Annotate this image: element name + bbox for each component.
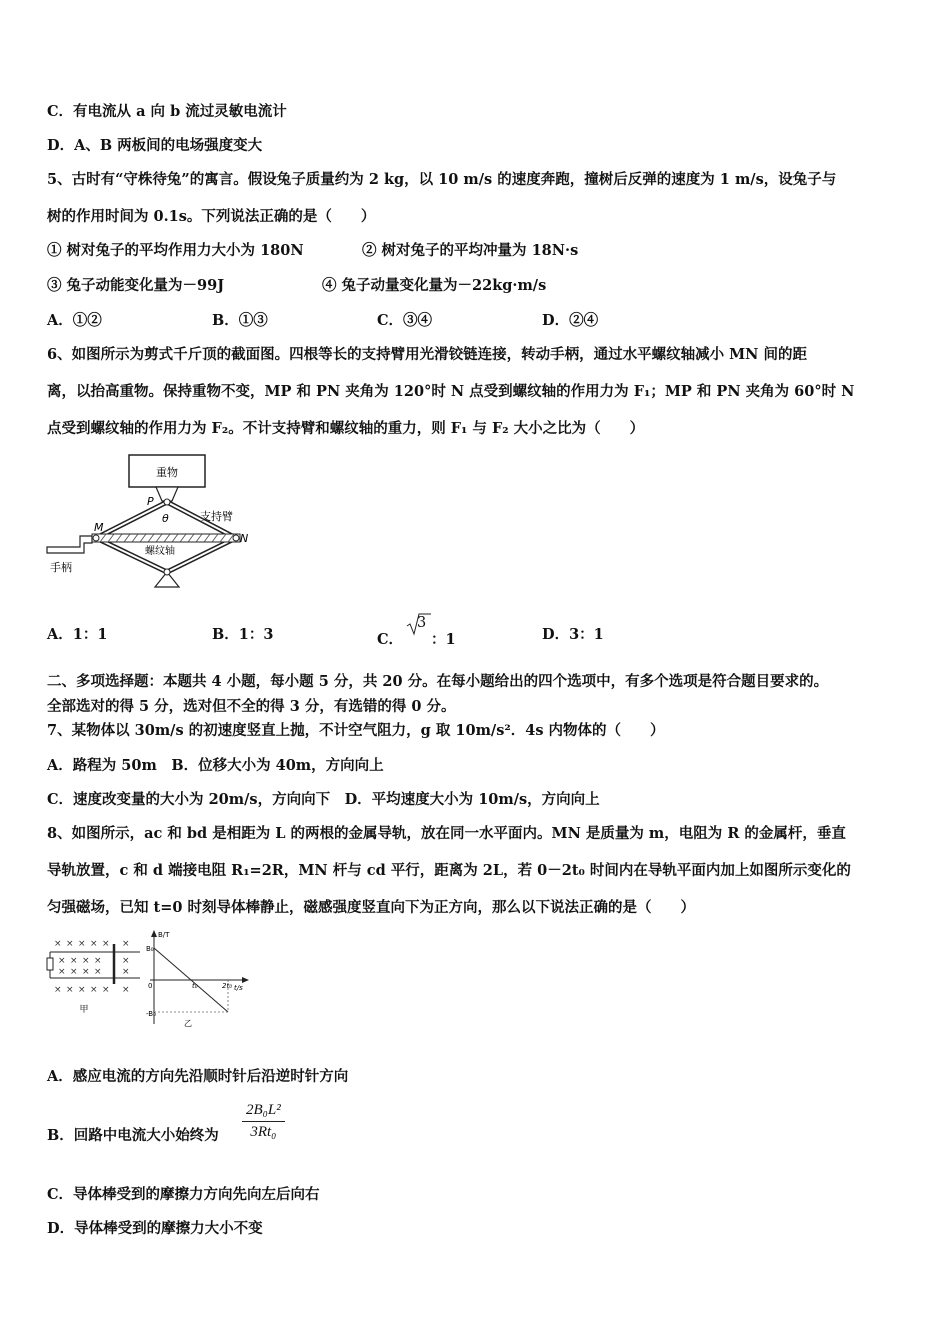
q8-stem-line1: 8、如图所示，ac 和 bd 是相距为 L 的两根的金属导轨，放在同一水平面内。MN 是质量为 m，电阻为 R 的金属杆，垂直 [47,825,846,842]
svg-text:×: × [94,956,102,966]
field-crosses [54,939,130,995]
q5-option-b: B．①③ [212,312,268,329]
handle-label: 手柄 [50,561,72,574]
svg-text:×: × [70,956,78,966]
axis-y-label: B/T [158,931,170,939]
q4-option-c: C．有电流从 a 向 b 流过灵敏电流计 [47,103,287,120]
q5-statement-2: ② 树对兔子的平均冲量为 18N·s [362,242,579,259]
b0-label: B₀ [146,945,154,953]
arm-label: 支持臂 [200,510,233,523]
svg-text:×: × [82,967,90,977]
scissor-jack-figure [44,450,264,600]
svg-text:×: × [102,985,110,995]
axis-x-label: t/s [234,984,243,992]
q5-statement-4: ④ 兔子动量变化量为－22kg·m/s [322,277,547,294]
q8-option-a: A．感应电流的方向先沿顺时针后沿逆时针方向 [47,1068,349,1085]
q5-option-c: C．③④ [377,312,433,329]
svg-text:×: × [78,939,86,949]
q6-option-c [377,615,456,649]
rail-circuit-figure [44,934,144,1020]
screw-label: 螺纹轴 [145,546,175,557]
theta-label: θ [162,512,169,525]
q8-option-b-fraction [242,1102,285,1141]
svg-text:×: × [122,967,130,977]
q6-stem-line3: 点受到螺纹轴的作用力为 F₂。不计支持臂和螺纹轴的重力，则 F₁ 与 F₂ 大小之比为（ ） [47,420,645,437]
point-m-label: M [94,521,104,534]
b-t-graph [146,928,252,1028]
q5-statement-3: ③ 兔子动能变化量为－99J [47,277,225,294]
q5-option-a: A．①② [47,312,102,329]
svg-text:×: × [58,956,66,966]
section2-intro-line2: 全部选对的得 5 分，选对但不全的得 3 分，有选错的得 0 分。 [47,698,456,715]
fraction-numerator: 2B₀L² [242,1102,285,1122]
q5-statement-1: ① 树对兔子的平均作用力大小为 180N [47,242,304,259]
q8-option-b-prefix: B．回路中电流大小始终为 [47,1127,219,1144]
q6-stem-line2: 离，以抬高重物。保持重物不变，MP 和 PN 夹角为 120°时 N 点受到螺纹轴的作用力为 F₁；MP 和 PN 夹角为 60°时 N [47,383,855,400]
q5-option-d: D．②④ [542,312,599,329]
section2-intro-line1: 二、多项选择题：本题共 4 小题，每小题 5 分，共 20 分。在每小题给出的四个选项中，有多个选项是符合题目要求的。 [47,673,829,690]
label-jia: 甲 [79,1005,89,1015]
point-n-label: N [240,532,249,545]
t0-label: t₀ [192,982,198,990]
svg-text:×: × [82,956,90,966]
q4-option-d: D．A、B 两板间的电场强度变大 [47,137,263,154]
q8-stem-line2: 导轨放置，c 和 d 端接电阻 R₁=2R，MN 杆与 cd 平行，距离为 2L，若 0－2t₀ 时间内在导轨平面内加上如图所示变化的 [47,862,851,879]
svg-text:×: × [90,985,98,995]
handle-crank [47,536,92,553]
sqrt-symbol [403,615,431,644]
q7-options-cd: C．速度改变量的大小为 20m/s，方向向下 D．平均速度大小为 10m/s，方向向上 [47,791,600,808]
q5-stem-line1: 5、古时有“守株待兔”的寓言。假设兔子质量约为 2 kg，以 10 m/s 的速度奔跑，撞树后反弹的速度为 1 m/s，设兔子与 [47,171,837,188]
q7-stem: 7、某物体以 30m/s 的初速度竖直上抛，不计空气阻力，g 取 10m/s²．4s 内物体的（ ） [47,722,665,739]
screw-shaft [92,534,240,542]
q6-option-d: D．3：1 [542,626,604,643]
origin-label: 0 [148,982,153,990]
svg-text:×: × [122,956,130,966]
fraction-denominator: 3Rt₀ [250,1124,277,1140]
label-yi: 乙 [184,1019,192,1028]
q6-option-a: A．1：1 [47,626,108,643]
neg-b0-label: -B₀ [146,1010,156,1018]
svg-text:×: × [70,967,78,977]
svg-text:×: × [122,985,130,995]
svg-text:×: × [78,985,86,995]
q6-option-c-suffix: ：1 [431,631,456,648]
svg-text:×: × [122,939,130,949]
resistor-r1 [47,958,53,970]
svg-text:×: × [54,985,62,995]
q7-options-ab: A．路程为 50m B．位移大小为 40m，方向向上 [47,757,384,774]
point-p-label: P [147,495,154,508]
t2-label: 2t₀ [222,982,233,990]
q6-option-b: B．1：3 [212,626,274,643]
q6-stem-line1: 6、如图所示为剪式千斤顶的截面图。四根等长的支持臂用光滑铰链连接，转动手柄，通过水平螺纹轴减小 MN 间的距 [47,346,807,363]
svg-text:×: × [90,939,98,949]
q8-option-c: C．导体棒受到的摩擦力方向先向左后向右 [47,1186,320,1203]
svg-text:×: × [102,939,110,949]
svg-text:×: × [66,985,74,995]
q6-option-c-prefix: C． [377,631,404,648]
sqrt-radicand: 3 [417,615,427,631]
svg-text:×: × [58,967,66,977]
q5-stem-line2: 树的作用时间为 0.1s。下列说法正确的是（ ） [47,208,376,225]
weight-label: 重物 [156,466,178,479]
svg-text:×: × [66,939,74,949]
q8-stem-line3: 匀强磁场，已知 t=0 时刻导体棒静止，磁感强度竖直向下为正方向，那么以下说法正确的是（ ） [47,899,696,916]
svg-text:×: × [94,967,102,977]
q8-option-d: D．导体棒受到的摩擦力大小不变 [47,1220,263,1237]
svg-text:×: × [54,939,62,949]
